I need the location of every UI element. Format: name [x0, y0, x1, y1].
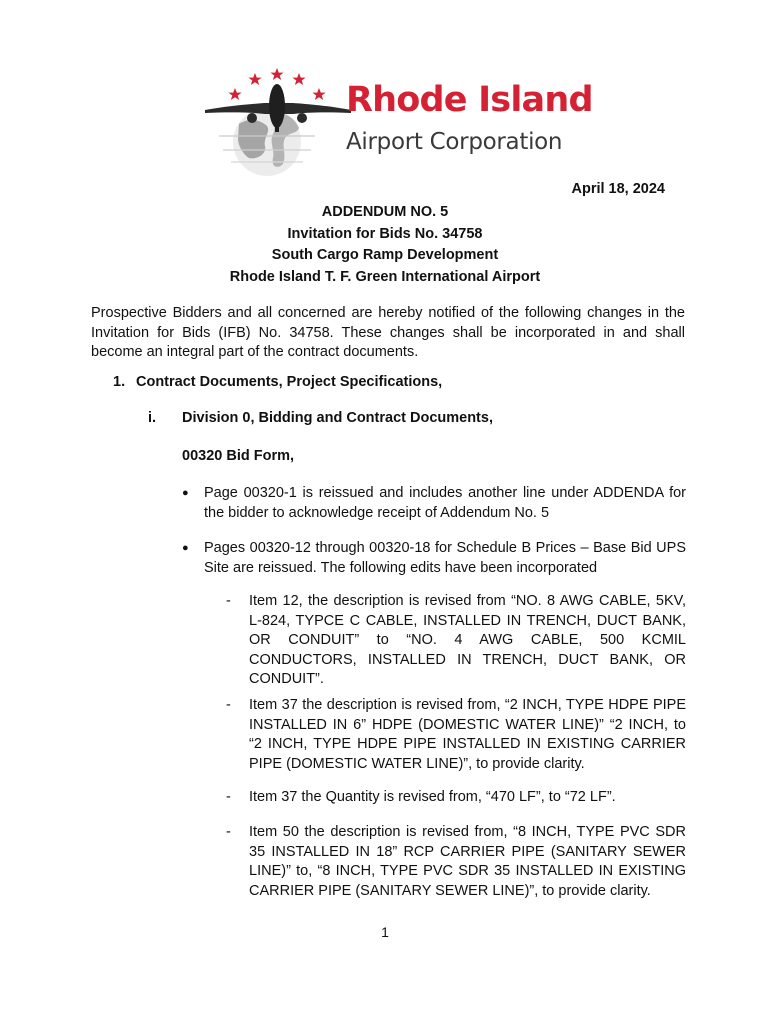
subsection-heading — [148, 410, 493, 426]
list-item-text: Pages 00320-12 through 00320-18 for Schedule B Prices – Base Bid UPS Site are reissued. The following edits have been incorporated — [204, 540, 686, 576]
edit-item-text: Item 50 the description is revised from, “8 INCH, TYPE PVC SDR 35 INSTALLED IN 18” RCP CARRIER PIPE (SANITARY SEWER LINE)” to, “8 INCH, TYPE PVC SDR 35 INSTALLED IN EXISTING CARRIER PIPE (SANITARY SEWER LINE)”, to provide clarity. — [249, 824, 686, 899]
addendum-heading — [0, 202, 770, 288]
airplane-icon — [205, 84, 351, 132]
section-title: Contract Documents, Project Specifications, — [136, 374, 443, 390]
document-date: April 18, 2024 — [571, 181, 665, 197]
project-name: South Cargo Ramp Development — [271, 247, 499, 263]
logo-subtitle: Airport Corporation — [346, 129, 563, 155]
airport-name: Rhode Island T. F. Green International Airport — [229, 268, 541, 285]
subsection-title: Division 0, Bidding and Contract Documents, — [182, 410, 493, 426]
dash-marker: - — [226, 593, 231, 609]
edit-item — [226, 823, 686, 901]
bid-form-heading: 00320 Bid Form, — [182, 448, 295, 464]
edit-item — [226, 788, 686, 808]
dash-marker: - — [226, 824, 231, 840]
logo-wordmark: Rhode Island — [346, 80, 593, 120]
edit-item-text: Item 37 the description is revised from, “2 INCH, TYPE HDPE PIPE INSTALLED IN 6” HDPE (DOMESTIC WATER LINE)” “2 INCH, to “2 INCH, TYPE HDPE PIPE INSTALLED IN EXISTING CARRIER PIPE (DOMESTIC WATER LINE)”, to provide clarity. — [249, 697, 686, 772]
ifb-number: Invitation for Bids No. 34758 — [287, 225, 483, 242]
list-item — [182, 539, 686, 578]
section-heading — [113, 374, 442, 390]
bullet-marker: ● — [182, 487, 189, 499]
edit-item-text: Item 37 the Quantity is revised from, “470 LF”, to “72 LF”. — [249, 789, 616, 805]
intro-paragraph: Prospective Bidders and all concerned are hereby notified of the following changes in the Invitation for Bids (IFB) No. 34758. These changes shall be incorporated in and shall become an integral part of the contract documents. — [91, 305, 685, 360]
page-number: 1 — [381, 924, 389, 940]
section-number: 1. — [113, 374, 126, 390]
dash-marker: - — [226, 789, 231, 805]
subsection-number: i. — [148, 410, 157, 426]
list-item — [182, 484, 686, 523]
edit-item — [226, 592, 686, 690]
bullet-marker: ● — [182, 542, 189, 554]
edit-item-text: Item 12, the description is revised from “NO. 8 AWG CABLE, 5KV, L-824, TYPCE C CABLE, INSTALLED IN TRENCH, DUCT BANK, OR CONDUIT” to “NO. 4 AWG CABLE, 500 KCMIL CONDUCTORS, INSTALLED IN TRENCH, DUCT BANK, OR CONDUIT”. — [249, 593, 686, 687]
dash-marker: - — [226, 697, 231, 713]
edit-item — [226, 696, 686, 774]
list-item-text: Page 00320-1 is reissued and includes another line under ADDENDA for the bidder to acknowledge receipt of Addendum No. 5 — [204, 485, 686, 521]
addendum-number: ADDENDUM NO. 5 — [321, 204, 449, 220]
